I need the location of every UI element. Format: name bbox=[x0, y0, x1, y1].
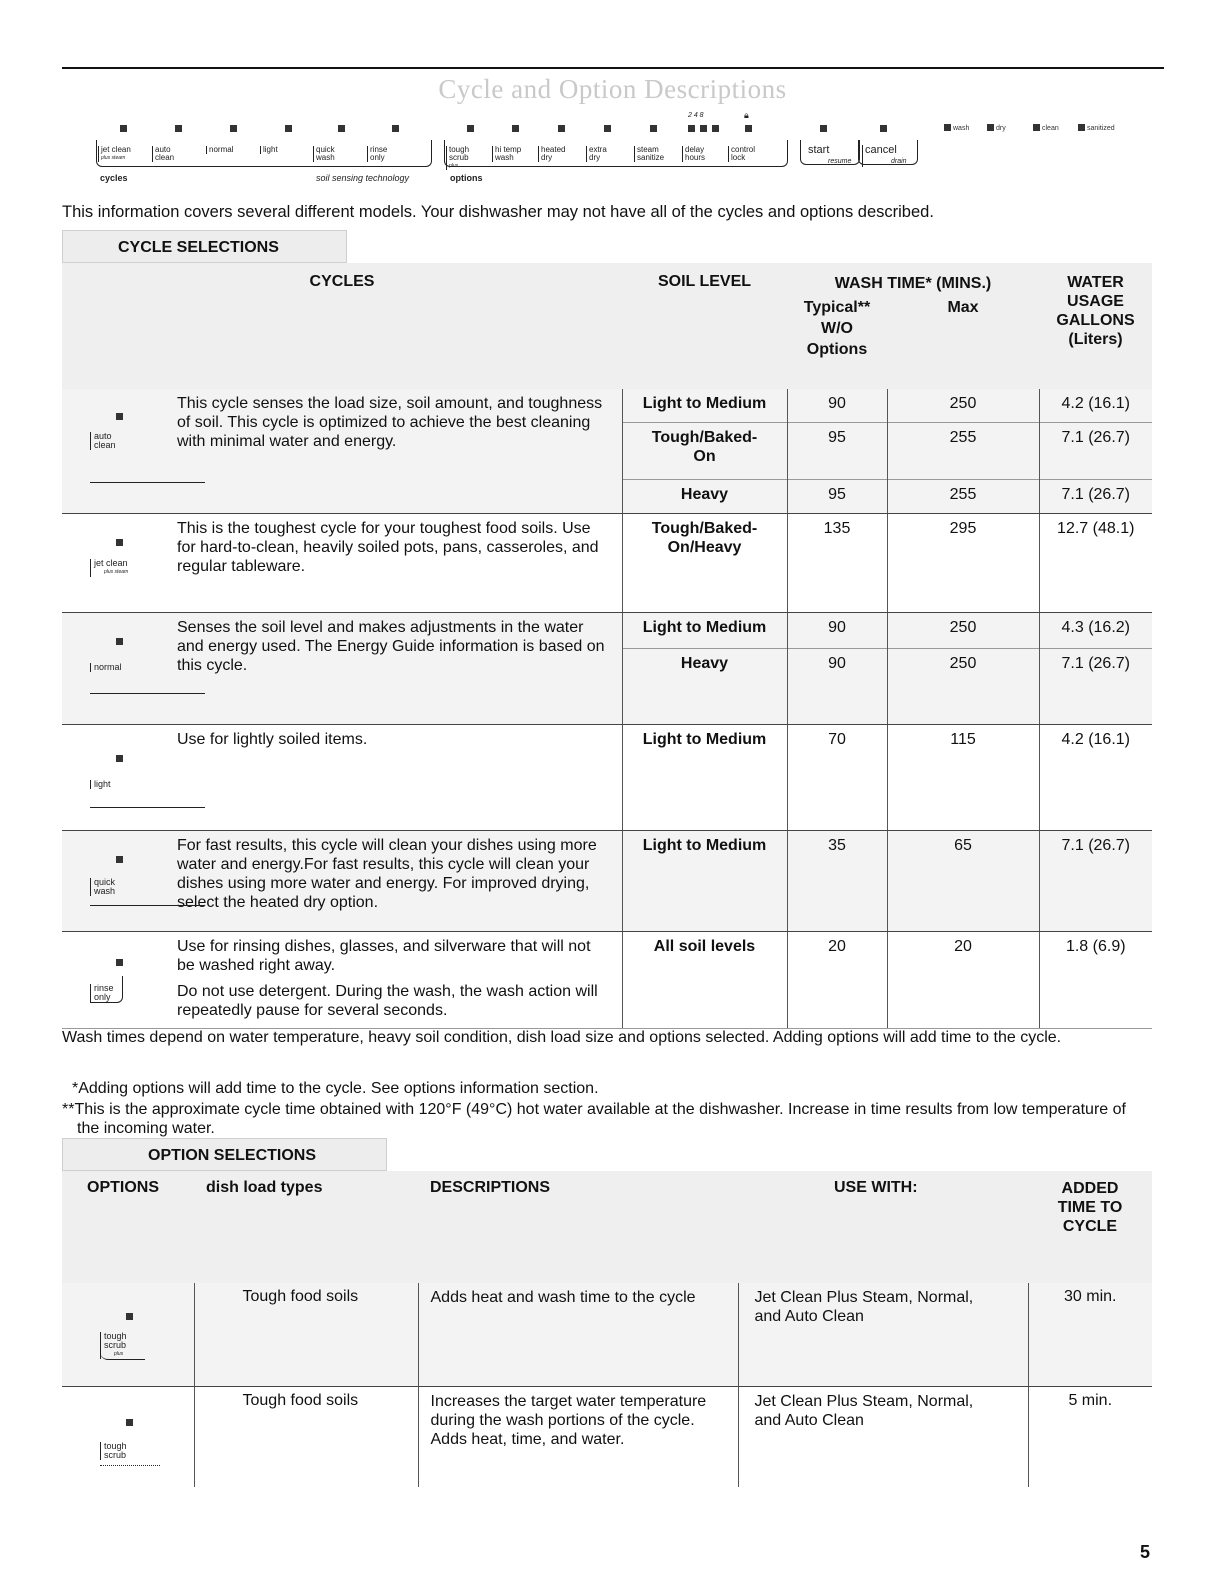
normal-button-icon: normal bbox=[90, 663, 122, 672]
water-usage: 7.1 (26.7) bbox=[1039, 479, 1152, 513]
typical-time: 20 bbox=[787, 932, 887, 1029]
tough-scrub-plus-icon-cell bbox=[62, 1283, 194, 1387]
status-wash: wash bbox=[944, 124, 969, 132]
header-typical-wo: W/O bbox=[821, 320, 853, 337]
jet-clean-icon-cell bbox=[62, 514, 172, 613]
cycle-row-auto-clean bbox=[62, 389, 1152, 423]
rinse-only-description bbox=[172, 932, 622, 1029]
rinse-only-desc-1: Use for rinsing dishes, glasses, and silverware that will not be washed right away. bbox=[177, 938, 591, 974]
status-light-icon bbox=[1078, 124, 1085, 131]
normal-description: Senses the soil level and makes adjustments in the water and energy used. The Energy Guide information is based on this cycle. bbox=[172, 613, 622, 725]
typical-time: 90 bbox=[787, 613, 887, 649]
auto-clean-description: This cycle senses the load size, soil amount, and toughness of soil. This cycle is optimized to achieve the best cleaning with minimal water and energy. bbox=[172, 389, 622, 514]
cycle-selections-tab: CYCLE SELECTIONS bbox=[62, 230, 347, 263]
jet-clean-button-icon: jet clean plus steam bbox=[90, 559, 128, 577]
light-button-icon: light bbox=[90, 780, 111, 789]
status-clean: clean bbox=[1033, 124, 1059, 132]
cycle-table bbox=[62, 263, 1152, 1029]
max-time: 295 bbox=[887, 514, 1039, 613]
cycle-table-header bbox=[62, 263, 1152, 389]
led-indicator bbox=[392, 125, 399, 132]
option-description: Adds heat and wash time to the cycle bbox=[418, 1283, 738, 1387]
header-wash-time bbox=[787, 263, 1039, 389]
page-number: 5 bbox=[1139, 1542, 1150, 1562]
button-border bbox=[90, 976, 123, 1003]
header-water-usage: WATER USAGE GALLONS (Liters) bbox=[1039, 263, 1152, 389]
water-usage: 4.2 (16.1) bbox=[1039, 389, 1152, 423]
typical-time: 95 bbox=[787, 423, 887, 479]
led-indicator bbox=[230, 125, 237, 132]
header-options: OPTIONS bbox=[62, 1171, 194, 1283]
water-usage: 12.7 (48.1) bbox=[1039, 514, 1152, 613]
soil-level: Light to Medium bbox=[622, 831, 787, 932]
led-indicator bbox=[175, 125, 182, 132]
light-icon-cell bbox=[62, 725, 172, 831]
button-underline bbox=[90, 389, 205, 483]
status-light-icon bbox=[987, 124, 994, 131]
led-indicator bbox=[116, 539, 123, 546]
led-indicator bbox=[688, 125, 695, 132]
max-time: 255 bbox=[887, 479, 1039, 513]
quick-wash-button[interactable]: quick wash bbox=[313, 146, 335, 162]
use-with: Jet Clean Plus Steam, Normal, and Auto Clean bbox=[738, 1387, 1028, 1488]
max-time: 250 bbox=[887, 613, 1039, 649]
header-added-time: ADDED TIME TO CYCLE bbox=[1028, 1171, 1152, 1283]
start-button[interactable]: start resume bbox=[808, 144, 852, 165]
auto-clean-button-icon: auto clean bbox=[90, 432, 116, 450]
tough-scrub-plus-button[interactable]: tough scrub plus bbox=[446, 146, 469, 170]
wash-times-note: Wash times depend on water temperature, heavy soil condition, dish load size and options selected. Adding options will add time to the cycle. bbox=[62, 1029, 1062, 1046]
max-time: 20 bbox=[887, 932, 1039, 1029]
control-lock-button[interactable]: control lock bbox=[728, 146, 755, 162]
cycle-row-rinse-only bbox=[62, 932, 1152, 1029]
header-use-with: USE WITH: bbox=[738, 1171, 1028, 1283]
light-button[interactable]: light bbox=[260, 146, 278, 154]
options-group-border bbox=[444, 140, 788, 167]
button-underline bbox=[90, 613, 205, 694]
added-time: 5 min. bbox=[1068, 1392, 1113, 1409]
quick-wash-button-icon: quick wash bbox=[90, 878, 115, 896]
use-with: Jet Clean Plus Steam, Normal, and Auto Clean bbox=[738, 1283, 1028, 1387]
header-cycles: CYCLES bbox=[62, 263, 622, 389]
lock-icon: 🔒︎ bbox=[744, 110, 749, 120]
max-time: 250 bbox=[887, 389, 1039, 423]
led-indicator bbox=[467, 125, 474, 132]
typical-time: 35 bbox=[787, 831, 887, 932]
typical-time: 135 bbox=[787, 514, 887, 613]
led-indicator bbox=[116, 959, 123, 966]
rinse-only-icon-cell bbox=[62, 932, 172, 1029]
water-usage: 1.8 (6.9) bbox=[1039, 932, 1152, 1029]
control-panel bbox=[0, 112, 1225, 187]
tough-scrub-icon-cell bbox=[62, 1387, 194, 1488]
hi-temp-wash-button[interactable]: hi temp wash bbox=[492, 146, 521, 162]
led-indicator bbox=[700, 125, 707, 132]
led-indicator bbox=[558, 125, 565, 132]
led-indicator bbox=[880, 125, 887, 132]
header-dish-load-types: dish load types bbox=[194, 1171, 418, 1283]
option-description: Increases the target water temperature during the wash portions of the cycle. Adds heat, time, and water. bbox=[418, 1387, 738, 1488]
status-light-icon bbox=[944, 124, 951, 131]
delay-hours-button[interactable]: delay hours bbox=[682, 146, 705, 162]
status-dry: dry bbox=[987, 124, 1006, 132]
tough-scrub-plus-button-icon: tough scrub plus bbox=[100, 1332, 127, 1359]
cycles-label: cycles bbox=[100, 173, 128, 183]
button-border bbox=[100, 1435, 160, 1466]
soil-level: Light to Medium bbox=[622, 389, 787, 423]
cycle-row-quick-wash bbox=[62, 831, 1152, 932]
max-time: 250 bbox=[887, 649, 1039, 725]
option-table-header bbox=[62, 1171, 1152, 1283]
options-label: options bbox=[450, 173, 483, 183]
soil-level: All soil levels bbox=[622, 932, 787, 1029]
soil-level: Light to Medium bbox=[622, 725, 787, 831]
soil-level: Heavy bbox=[622, 649, 787, 725]
top-rule bbox=[62, 67, 1164, 69]
soil-level: Tough/Baked-On bbox=[622, 423, 787, 479]
quick-wash-icon-cell bbox=[62, 831, 172, 932]
water-usage: 7.1 (26.7) bbox=[1039, 423, 1152, 479]
intro-text: This information covers several different models. Your dishwasher may not have all of the cycles and options described. bbox=[62, 203, 934, 221]
rinse-only-button[interactable]: rinse only bbox=[367, 146, 387, 162]
added-time: 30 min. bbox=[1028, 1283, 1152, 1387]
delay-hours-values: 2 4 8 bbox=[688, 112, 704, 119]
water-usage: 7.1 (26.7) bbox=[1039, 831, 1152, 932]
header-soil-level: SOIL LEVEL bbox=[622, 263, 787, 389]
cancel-button[interactable]: cancel drain bbox=[862, 145, 907, 167]
page-title: Cycle and Option Descriptions bbox=[438, 74, 787, 104]
footnote-double-star: **This is the approximate cycle time obtained with 120°F (49°C) hot water available at the dishwasher. Increase in time results from low temperature of the incoming water. bbox=[62, 1101, 1126, 1137]
water-usage: 4.2 (16.1) bbox=[1039, 725, 1152, 831]
cycle-row-light bbox=[62, 725, 1152, 831]
typical-time: 90 bbox=[787, 389, 887, 423]
header-wash-time-label: WASH TIME* (MINS.) bbox=[834, 275, 992, 292]
option-selections-tab: OPTION SELECTIONS bbox=[62, 1138, 387, 1171]
max-time: 65 bbox=[887, 831, 1039, 932]
cycle-row-jet-clean bbox=[62, 514, 1152, 613]
typical-time: 90 bbox=[787, 649, 887, 725]
led-indicator bbox=[338, 125, 345, 132]
led-indicator bbox=[126, 1419, 133, 1426]
typical-time: 70 bbox=[787, 725, 887, 831]
auto-clean-button[interactable]: auto clean bbox=[152, 146, 174, 162]
max-time: 115 bbox=[887, 725, 1039, 831]
rinse-only-desc-2: Do not use detergent. During the wash, the wash action will repeatedly pause for several seconds. bbox=[177, 983, 598, 1019]
light-description: Use for lightly soiled items. bbox=[172, 725, 622, 831]
led-indicator bbox=[820, 125, 827, 132]
soil-level: Light to Medium bbox=[622, 613, 787, 649]
heated-dry-button[interactable]: heated dry bbox=[538, 146, 565, 162]
max-time: 255 bbox=[887, 423, 1039, 479]
auto-clean-icon-cell bbox=[62, 389, 172, 514]
status-light-icon bbox=[1033, 124, 1040, 131]
soil-sensing-label: soil sensing technology bbox=[316, 173, 410, 183]
cycles-group-border bbox=[96, 140, 432, 167]
dish-load-type: Tough food soils bbox=[194, 1283, 418, 1387]
option-row-tough-scrub bbox=[62, 1387, 1152, 1488]
jet-clean-button[interactable]: jet clean plus steam bbox=[98, 146, 131, 162]
tough-scrub-button-icon: tough scrub bbox=[100, 1442, 127, 1460]
normal-button[interactable]: normal bbox=[206, 146, 233, 154]
water-usage: 4.3 (16.2) bbox=[1039, 613, 1152, 649]
soil-level: Tough/Baked-On/Heavy bbox=[622, 514, 787, 613]
led-indicator bbox=[712, 125, 719, 132]
jet-clean-description: This is the toughest cycle for your toughest food soils. Use for hard-to-clean, heavily soiled pots, pans, casseroles, and regular tableware. bbox=[172, 514, 622, 613]
status-sanitized: sanitized bbox=[1078, 124, 1115, 132]
header-max: Max bbox=[947, 299, 979, 316]
dish-load-type: Tough food soils bbox=[194, 1387, 418, 1488]
header-typical-options: Options bbox=[806, 341, 868, 358]
led-indicator bbox=[745, 125, 752, 132]
option-row-tough-scrub-plus bbox=[62, 1283, 1152, 1387]
led-indicator bbox=[285, 125, 292, 132]
led-indicator bbox=[650, 125, 657, 132]
led-indicator bbox=[512, 125, 519, 132]
extra-dry-button[interactable]: extra dry bbox=[586, 146, 607, 162]
button-underline bbox=[90, 725, 205, 808]
soil-level: Heavy bbox=[622, 479, 787, 513]
steam-sanitize-button[interactable]: steam sanitize bbox=[634, 146, 664, 162]
cycle-row-normal bbox=[62, 613, 1152, 649]
water-usage: 7.1 (26.7) bbox=[1039, 649, 1152, 725]
footnote-star: *Adding options will add time to the cycle. See options information section. bbox=[72, 1080, 599, 1097]
led-indicator bbox=[126, 1313, 133, 1320]
typical-time: 95 bbox=[787, 479, 887, 513]
button-border bbox=[100, 1327, 145, 1360]
led-indicator bbox=[120, 125, 127, 132]
button-underline bbox=[90, 831, 205, 906]
quick-wash-description: For fast results, this cycle will clean your dishes using more water and energy.For fast results, this cycle will clean your dishes using more water and energy. For improved drying, select the heated dry option. bbox=[172, 831, 622, 932]
led-indicator bbox=[604, 125, 611, 132]
header-descriptions: DESCRIPTIONS bbox=[418, 1171, 738, 1283]
option-table bbox=[62, 1171, 1152, 1487]
normal-icon-cell bbox=[62, 613, 172, 725]
rinse-only-button-icon: rinse only bbox=[90, 984, 114, 1002]
header-typical: Typical** bbox=[803, 299, 871, 316]
